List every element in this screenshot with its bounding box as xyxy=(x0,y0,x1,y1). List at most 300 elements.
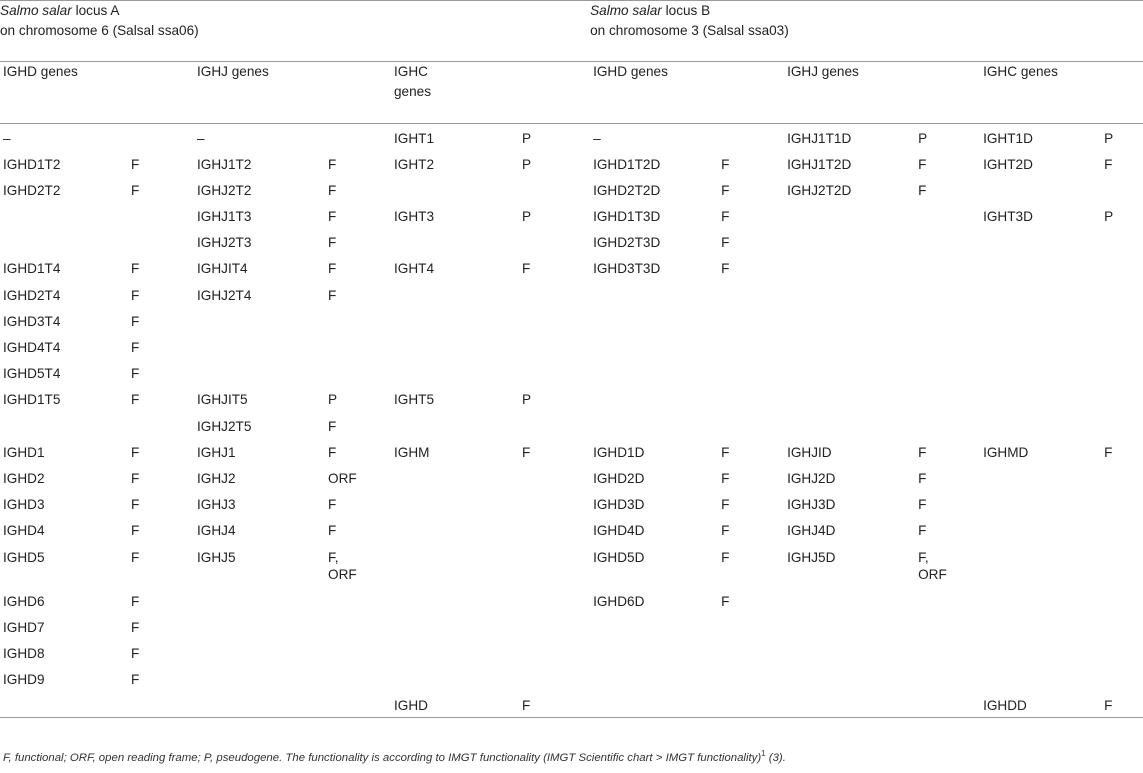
cell-a-ighj-gene xyxy=(197,691,328,717)
cell-b-ighj-gene xyxy=(787,202,918,228)
cell-b-ighc-gene xyxy=(983,587,1104,613)
cell-a-ighj-gene xyxy=(197,613,328,639)
cell-a-ighc-gene xyxy=(394,543,522,587)
cell-b-ighj-func xyxy=(918,639,983,665)
table-row xyxy=(0,150,1143,176)
cell-b-ighj-gene xyxy=(787,254,918,280)
cell-b-ighd-gene xyxy=(590,665,721,691)
cell-a-ighc-func: P xyxy=(522,156,532,172)
cell-a-ighc-gene: IGHM xyxy=(394,444,430,460)
cell-b-ighd-gene: IGHD2T3D xyxy=(593,235,661,251)
cell-b-ighj-gene: IGHJ2D xyxy=(787,470,836,486)
cell-a-ighc-gene: IGHT3 xyxy=(394,209,435,225)
cell-a-ighd-gene: – xyxy=(3,131,11,146)
cell-b-ighc-func xyxy=(1104,490,1143,516)
col-b-ighj: IGHJ genes xyxy=(787,62,983,124)
cell-b-ighj-gene xyxy=(787,359,918,385)
cell-a-ighd-gene xyxy=(0,228,131,254)
cell-a-ighd-func xyxy=(131,412,197,438)
cell-a-ighj-func xyxy=(328,639,394,665)
cell-a-ighd-func: F xyxy=(131,549,140,565)
table-row xyxy=(0,691,1143,717)
cell-b-ighc-gene xyxy=(983,254,1104,280)
table-row xyxy=(0,613,1143,639)
cell-b-ighd-func: F xyxy=(721,549,730,565)
cell-b-ighj-gene xyxy=(787,281,918,307)
table-footnote xyxy=(3,749,786,764)
cell-a-ighj-func: F xyxy=(328,444,337,460)
cell-a-ighd-func: F xyxy=(131,523,140,539)
cell-a-ighj-gene: IGHJ2T4 xyxy=(197,287,252,303)
cell-a-ighj-gene: IGHJ2T5 xyxy=(197,418,252,434)
cell-a-ighj-gene: IGHJIT4 xyxy=(197,261,248,277)
cell-b-ighd-func: F xyxy=(721,209,730,225)
cell-a-ighc-gene xyxy=(394,176,522,202)
cell-a-ighd-gene: IGHD8 xyxy=(3,645,45,661)
cell-a-ighd-gene xyxy=(0,691,131,717)
cell-b-ighc-func: F xyxy=(1104,691,1143,717)
cell-a-ighd-func: F xyxy=(131,182,140,198)
cell-a-ighd-func: F xyxy=(131,593,140,609)
table-row xyxy=(0,176,1143,202)
cell-a-ighj-gene: IGHJ2T2 xyxy=(197,182,252,198)
cell-b-ighj-gene xyxy=(787,228,918,254)
cell-b-ighj-func xyxy=(918,412,983,438)
table-row xyxy=(0,385,1143,411)
table-row xyxy=(0,464,1143,490)
cell-a-ighc-func xyxy=(522,543,590,587)
cell-b-ighj-func: F xyxy=(918,523,927,539)
cell-b-ighj-func: F xyxy=(918,497,927,513)
cell-b-ighj-gene xyxy=(787,385,918,411)
cell-b-ighc-gene: IGHDD xyxy=(983,691,1104,717)
locus-b-name: locus B xyxy=(665,3,711,18)
col-a-ighj: IGHJ genes xyxy=(197,62,394,124)
cell-a-ighc-gene xyxy=(394,412,522,438)
cell-a-ighc-gene: IGHD xyxy=(394,691,522,717)
table-row xyxy=(0,254,1143,280)
cell-b-ighd-func: F xyxy=(721,156,730,172)
cell-a-ighc-gene: IGHT4 xyxy=(394,261,435,277)
cell-a-ighj-gene: IGHJIT5 xyxy=(197,392,248,408)
cell-a-ighj-gene: IGHJ1T3 xyxy=(197,209,252,225)
cell-b-ighd-gene: IGHD6D xyxy=(593,593,645,609)
col-a-ighd: IGHD genes xyxy=(0,62,197,124)
cell-b-ighd-gene: – xyxy=(593,131,601,146)
cell-b-ighd-func: F xyxy=(721,497,730,513)
cell-b-ighd-func xyxy=(721,665,787,691)
cell-a-ighj-func: P xyxy=(328,392,338,408)
cell-b-ighd-func xyxy=(721,124,787,150)
cell-b-ighd-gene xyxy=(590,385,721,411)
table-row xyxy=(0,438,1143,464)
cell-a-ighj-func: F xyxy=(328,209,337,225)
table-row xyxy=(0,281,1143,307)
cell-a-ighj-func: F xyxy=(328,261,337,277)
cell-b-ighj-func: F xyxy=(918,444,927,460)
cell-b-ighc-func: P xyxy=(1104,131,1114,146)
cell-b-ighc-gene xyxy=(983,359,1104,385)
table-row xyxy=(0,228,1143,254)
cell-a-ighd-gene: IGHD2T4 xyxy=(3,287,61,303)
cell-a-ighj-func xyxy=(328,587,394,613)
cell-b-ighj-gene xyxy=(787,691,918,717)
cell-b-ighj-func xyxy=(918,281,983,307)
cell-b-ighd-gene: IGHD4D xyxy=(593,523,645,539)
cell-a-ighj-gene: IGHJ2T3 xyxy=(197,235,252,251)
cell-b-ighd-gene: IGHD5D xyxy=(593,549,645,565)
cell-a-ighc-gene xyxy=(394,490,522,516)
cell-b-ighc-func xyxy=(1104,307,1143,333)
cell-a-ighc-func xyxy=(522,490,590,516)
locus-a-name: locus A xyxy=(75,3,120,18)
cell-b-ighc-gene: IGHT2D xyxy=(983,156,1033,172)
cell-a-ighd-gene: IGHD1T5 xyxy=(3,392,61,408)
cell-b-ighc-func xyxy=(1104,613,1143,639)
cell-b-ighc-func xyxy=(1104,385,1143,411)
table-row xyxy=(0,587,1143,613)
cell-b-ighj-func xyxy=(918,228,983,254)
cell-b-ighc-gene xyxy=(983,412,1104,438)
cell-b-ighd-gene xyxy=(590,412,721,438)
cell-b-ighc-gene xyxy=(983,516,1104,542)
col-a-ighc-label: IGHC genes xyxy=(394,64,432,99)
cell-a-ighd-gene: IGHD1T2 xyxy=(3,156,61,172)
cell-b-ighc-func xyxy=(1104,412,1143,438)
table-row xyxy=(0,665,1143,691)
cell-a-ighj-gene: IGHJ1T2 xyxy=(197,156,252,172)
cell-a-ighj-gene: IGHJ4 xyxy=(197,523,236,539)
cell-a-ighc-gene xyxy=(394,665,522,691)
cell-b-ighd-func: F xyxy=(721,182,730,198)
cell-a-ighj-func xyxy=(328,665,394,691)
table-row xyxy=(0,307,1143,333)
cell-a-ighc-func xyxy=(522,516,590,542)
cell-b-ighj-gene: IGHJ3D xyxy=(787,497,836,513)
cell-a-ighj-gene xyxy=(197,665,328,691)
cell-b-ighd-func: F xyxy=(721,470,730,486)
cell-a-ighd-gene: IGHD6 xyxy=(3,593,45,609)
cell-b-ighd-gene xyxy=(590,639,721,665)
cell-a-ighd-gene xyxy=(0,202,131,228)
cell-a-ighj-func: F xyxy=(328,497,337,513)
cell-b-ighj-func xyxy=(918,587,983,613)
table-row xyxy=(0,359,1143,385)
cell-b-ighd-gene xyxy=(590,359,721,385)
cell-b-ighc-gene: IGHT1D xyxy=(983,131,1033,146)
cell-b-ighj-func xyxy=(918,613,983,639)
cell-b-ighc-gene: IGHMD xyxy=(983,444,1029,460)
cell-b-ighd-func xyxy=(721,333,787,359)
cell-b-ighc-gene xyxy=(983,228,1104,254)
cell-a-ighd-func: F xyxy=(131,672,140,688)
table-row xyxy=(0,543,1143,587)
cell-b-ighj-gene xyxy=(787,613,918,639)
cell-b-ighd-gene: IGHD3T3D xyxy=(593,261,661,277)
cell-a-ighc-func xyxy=(522,639,590,665)
cell-a-ighd-func: F xyxy=(131,619,140,635)
cell-b-ighc-gene xyxy=(983,333,1104,359)
cell-a-ighj-gene xyxy=(197,359,328,385)
cell-a-ighj-gene xyxy=(197,639,328,665)
cell-a-ighj-func xyxy=(328,333,394,359)
cell-b-ighd-func xyxy=(721,613,787,639)
cell-a-ighd-gene: IGHD2T2 xyxy=(3,182,61,198)
cell-a-ighd-func: F xyxy=(131,366,140,382)
cell-b-ighc-gene xyxy=(983,281,1104,307)
cell-b-ighd-func: F xyxy=(721,523,730,539)
cell-a-ighc-gene xyxy=(394,516,522,542)
cell-a-ighd-func xyxy=(131,228,197,254)
cell-b-ighd-gene: IGHD1T2D xyxy=(593,156,661,172)
cell-b-ighd-gene xyxy=(590,691,721,717)
cell-a-ighd-func: F xyxy=(131,444,140,460)
cell-a-ighd-func: F xyxy=(131,392,140,408)
cell-a-ighc-func xyxy=(522,281,590,307)
cell-a-ighd-gene: IGHD3 xyxy=(3,497,45,513)
cell-a-ighc-func xyxy=(522,464,590,490)
cell-a-ighc-func: P xyxy=(522,131,532,146)
cell-b-ighc-gene xyxy=(983,176,1104,202)
cell-a-ighd-func: F xyxy=(131,470,140,486)
table-row xyxy=(0,490,1143,516)
cell-a-ighd-gene: IGHD7 xyxy=(3,619,45,635)
cell-a-ighj-gene: IGHJ2 xyxy=(197,470,236,486)
cell-a-ighd-gene: IGHD5T4 xyxy=(3,366,61,382)
cell-a-ighc-func: F xyxy=(522,444,531,460)
cell-a-ighd-func: F xyxy=(131,340,140,355)
cell-a-ighc-gene xyxy=(394,464,522,490)
cell-b-ighc-func xyxy=(1104,587,1143,613)
cell-a-ighj-gene: IGHJ1 xyxy=(197,444,236,460)
cell-b-ighc-gene xyxy=(983,385,1104,411)
table-row xyxy=(0,516,1143,542)
locus-b-species: Salmo salar xyxy=(590,3,662,18)
cell-a-ighc-func xyxy=(522,307,590,333)
cell-a-ighc-gene xyxy=(394,639,522,665)
cell-a-ighc-gene xyxy=(394,613,522,639)
cell-a-ighc-gene xyxy=(394,281,522,307)
cell-b-ighj-gene xyxy=(787,665,918,691)
cell-b-ighj-func xyxy=(918,359,983,385)
cell-a-ighj-func: F xyxy=(328,287,337,303)
cell-b-ighd-func xyxy=(721,412,787,438)
cell-b-ighj-gene: IGHJ2T2D xyxy=(787,182,852,198)
cell-b-ighj-func xyxy=(918,333,983,359)
cell-a-ighc-func xyxy=(522,412,590,438)
cell-b-ighj-func xyxy=(918,665,983,691)
cell-b-ighc-gene xyxy=(983,639,1104,665)
cell-a-ighj-func: F xyxy=(328,418,337,434)
cell-a-ighd-gene: IGHD5 xyxy=(3,549,45,565)
cell-b-ighc-func: P xyxy=(1104,209,1114,225)
cell-b-ighc-func: F xyxy=(1104,156,1113,172)
cell-a-ighc-func xyxy=(522,228,590,254)
cell-a-ighc-func xyxy=(522,359,590,385)
cell-b-ighd-gene: IGHD2D xyxy=(593,470,645,486)
cell-b-ighj-func: F xyxy=(918,470,927,486)
cell-b-ighd-gene xyxy=(590,613,721,639)
cell-b-ighc-func xyxy=(1104,333,1143,359)
cell-b-ighj-gene xyxy=(787,412,918,438)
cell-a-ighc-gene: IGHT5 xyxy=(394,392,435,408)
cell-a-ighc-func xyxy=(522,176,590,202)
cell-b-ighd-func: F xyxy=(721,235,730,251)
cell-b-ighd-gene xyxy=(590,333,721,359)
cell-b-ighd-func: F xyxy=(721,593,730,609)
cell-b-ighj-func: F, ORF xyxy=(918,549,947,582)
cell-a-ighj-gene: IGHJ5 xyxy=(197,549,236,565)
cell-b-ighd-func: F xyxy=(721,261,730,277)
col-a-ighc xyxy=(394,62,590,124)
cell-b-ighd-func xyxy=(721,691,787,717)
cell-a-ighd-func: F xyxy=(131,261,140,277)
cell-a-ighd-gene: IGHD9 xyxy=(3,672,45,688)
cell-a-ighc-func xyxy=(522,333,590,359)
cell-a-ighc-func: F xyxy=(522,261,531,277)
cell-a-ighc-gene: IGHT1 xyxy=(394,131,435,146)
footnote-reference: (3). xyxy=(765,752,786,764)
cell-b-ighj-gene xyxy=(787,307,918,333)
cell-a-ighd-func: F xyxy=(131,497,140,513)
cell-a-ighj-func: F xyxy=(328,235,337,251)
cell-a-ighj-func xyxy=(328,691,394,717)
locus-b-header xyxy=(590,1,1143,62)
cell-a-ighj-func: F xyxy=(328,156,337,172)
cell-a-ighc-gene xyxy=(394,307,522,333)
cell-a-ighd-gene xyxy=(0,412,131,438)
cell-a-ighd-gene: IGHD3T4 xyxy=(3,313,61,329)
cell-a-ighj-func: F xyxy=(328,182,337,198)
cell-b-ighd-func: F xyxy=(721,444,730,460)
cell-b-ighc-gene xyxy=(983,490,1104,516)
locus-b-chromosome: on chromosome 3 (Salsal ssa03) xyxy=(590,23,789,38)
cell-b-ighc-gene xyxy=(983,464,1104,490)
cell-b-ighc-func xyxy=(1104,639,1143,665)
cell-b-ighd-func xyxy=(721,307,787,333)
cell-b-ighj-func: F xyxy=(918,182,927,198)
cell-b-ighd-func xyxy=(721,359,787,385)
cell-a-ighc-func: P xyxy=(522,209,532,225)
cell-a-ighj-func: F xyxy=(328,523,337,539)
cell-a-ighd-func: F xyxy=(131,645,140,661)
cell-b-ighj-gene: IGHJID xyxy=(787,444,832,460)
cell-a-ighd-gene: IGHD2 xyxy=(3,470,45,486)
cell-a-ighj-gene: IGHJ3 xyxy=(197,497,236,513)
cell-a-ighj-gene xyxy=(197,333,328,359)
cell-a-ighd-gene: IGHD4 xyxy=(3,523,45,539)
cell-b-ighj-gene: IGHJ1T1D xyxy=(787,131,852,146)
locus-a-header xyxy=(0,1,590,62)
cell-b-ighj-gene xyxy=(787,639,918,665)
cell-b-ighc-gene xyxy=(983,543,1104,587)
cell-b-ighd-gene: IGHD3D xyxy=(593,497,645,513)
cell-a-ighc-func xyxy=(522,665,590,691)
cell-b-ighj-func: P xyxy=(918,131,928,146)
cell-a-ighc-func xyxy=(522,587,590,613)
cell-b-ighc-func xyxy=(1104,176,1143,202)
cell-b-ighd-func xyxy=(721,639,787,665)
cell-b-ighc-func xyxy=(1104,464,1143,490)
cell-b-ighc-func xyxy=(1104,254,1143,280)
cell-b-ighj-gene xyxy=(787,587,918,613)
cell-a-ighd-gene: IGHD1T4 xyxy=(3,261,61,277)
cell-b-ighd-gene: IGHD2T2D xyxy=(593,182,661,198)
cell-b-ighc-gene xyxy=(983,613,1104,639)
cell-a-ighd-func xyxy=(131,202,197,228)
cell-a-ighj-func xyxy=(328,307,394,333)
cell-a-ighj-func xyxy=(328,124,394,150)
cell-b-ighd-gene: IGHD1D xyxy=(593,444,645,460)
cell-a-ighj-gene: – xyxy=(197,131,205,146)
cell-b-ighj-gene xyxy=(787,333,918,359)
cell-a-ighc-func xyxy=(522,613,590,639)
cell-b-ighj-func xyxy=(918,385,983,411)
cell-b-ighc-func xyxy=(1104,228,1143,254)
cell-a-ighd-gene: IGHD4T4 xyxy=(3,340,61,355)
cell-a-ighd-func xyxy=(131,124,197,150)
cell-a-ighd-func: F xyxy=(131,313,140,329)
cell-b-ighc-gene: IGHT3D xyxy=(983,209,1033,225)
cell-b-ighc-func xyxy=(1104,516,1143,542)
cell-b-ighj-func xyxy=(918,254,983,280)
cell-b-ighj-func xyxy=(918,691,983,717)
cell-b-ighd-func xyxy=(721,385,787,411)
cell-b-ighc-func: F xyxy=(1104,444,1113,460)
table-body xyxy=(0,124,1143,718)
cell-a-ighc-gene: IGHT2 xyxy=(394,156,435,172)
cell-a-ighd-func: F xyxy=(131,287,140,303)
cell-a-ighj-gene xyxy=(197,307,328,333)
cell-b-ighc-func xyxy=(1104,543,1143,587)
cell-a-ighj-func xyxy=(328,613,394,639)
cell-b-ighc-func xyxy=(1104,665,1143,691)
cell-b-ighj-func: F xyxy=(918,156,927,172)
cell-b-ighj-func xyxy=(918,307,983,333)
table-row xyxy=(0,202,1143,228)
cell-a-ighc-gene xyxy=(394,359,522,385)
cell-b-ighc-gene xyxy=(983,307,1104,333)
cell-a-ighd-gene: IGHD1 xyxy=(3,444,45,460)
cell-b-ighd-gene xyxy=(590,281,721,307)
cell-b-ighj-gene: IGHJ4D xyxy=(787,523,836,539)
locus-a-species: Salmo salar xyxy=(0,3,72,18)
cell-b-ighd-gene xyxy=(590,307,721,333)
cell-a-ighj-func xyxy=(328,359,394,385)
footnote-superscript: 1 xyxy=(761,749,766,758)
table-row xyxy=(0,412,1143,438)
cell-b-ighc-func xyxy=(1104,359,1143,385)
cell-a-ighc-func: F xyxy=(522,691,590,717)
cell-b-ighd-func xyxy=(721,281,787,307)
cell-a-ighj-func: ORF xyxy=(328,470,357,486)
col-b-ighd: IGHD genes xyxy=(590,62,787,124)
table-row xyxy=(0,333,1143,359)
cell-a-ighj-func: F, ORF xyxy=(328,549,357,582)
cell-a-ighc-gene xyxy=(394,587,522,613)
cell-b-ighd-gene: IGHD1T3D xyxy=(593,209,661,225)
cell-a-ighc-func: P xyxy=(522,392,532,408)
table-row xyxy=(0,639,1143,665)
cell-b-ighj-gene: IGHJ5D xyxy=(787,549,836,565)
cell-b-ighc-func xyxy=(1104,281,1143,307)
col-b-ighc: IGHC genes xyxy=(983,62,1143,124)
cell-a-ighj-gene xyxy=(197,587,328,613)
cell-a-ighd-func: F xyxy=(131,156,140,172)
cell-b-ighc-gene xyxy=(983,665,1104,691)
cell-a-ighc-gene xyxy=(394,228,522,254)
footnote-text: F, functional; ORF, open reading frame; P, pseudogene. The functionality is according to IMGT functionality (IMGT Scientific chart > IMGT functionality) xyxy=(3,752,762,764)
